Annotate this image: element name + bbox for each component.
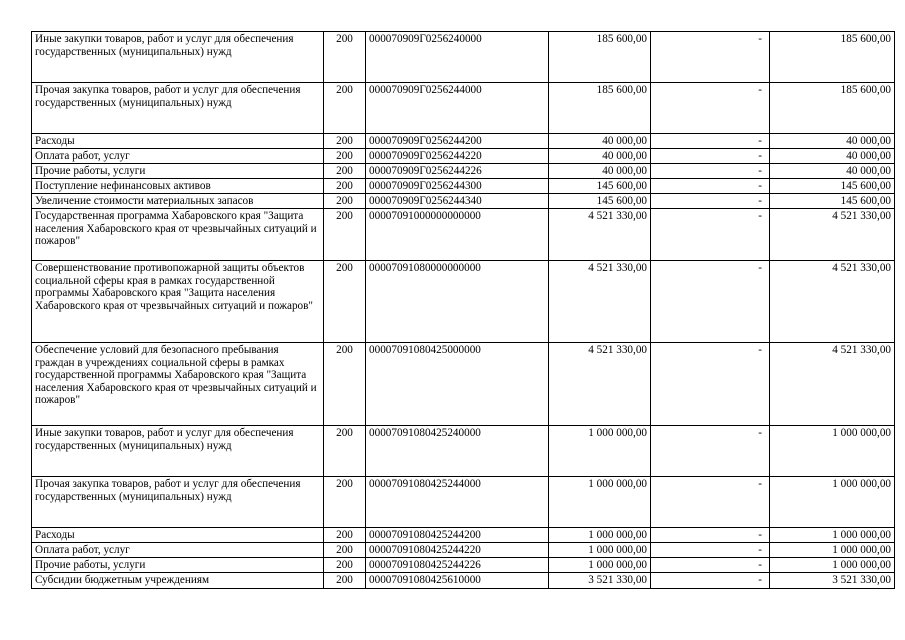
table-row <box>32 543 895 558</box>
row-name: Оплата работ, услуг <box>32 149 324 164</box>
row-executed: - <box>651 194 770 209</box>
row-executed: - <box>651 261 770 343</box>
row-name: Совершенствование противопожарной защиты объектов социальной сферы края в рамках государственной программы Хабаровского края "Защита населения Хабаровского края от чрезвычайных ситуаций и пожаров" <box>32 261 324 343</box>
row-approved: 1 000 000,00 <box>549 543 651 558</box>
row-code: 200 <box>324 134 366 149</box>
table-row <box>32 179 895 194</box>
row-unexecuted: 1 000 000,00 <box>770 426 895 477</box>
row-approved: 1 000 000,00 <box>549 558 651 573</box>
table-row <box>32 149 895 164</box>
row-code: 200 <box>324 32 366 83</box>
row-code: 200 <box>324 343 366 426</box>
row-executed: - <box>651 528 770 543</box>
row-kbk: 000070909Г0256240000 <box>366 32 549 83</box>
row-kbk: 00007091080425244220 <box>366 543 549 558</box>
row-name: Государственная программа Хабаровского края "Защита населения Хабаровского края от чрезвычайных ситуаций и пожаров" <box>32 209 324 261</box>
row-unexecuted: 4 521 330,00 <box>770 343 895 426</box>
row-executed: - <box>651 573 770 589</box>
table-row <box>32 194 895 209</box>
row-kbk: 000070909Г0256244200 <box>366 134 549 149</box>
row-unexecuted: 145 600,00 <box>770 179 895 194</box>
table-row <box>32 343 895 426</box>
row-name: Расходы <box>32 134 324 149</box>
row-unexecuted: 40 000,00 <box>770 134 895 149</box>
table-row <box>32 209 895 261</box>
row-kbk: 000070909Г0256244000 <box>366 83 549 134</box>
row-approved: 145 600,00 <box>549 194 651 209</box>
row-name: Прочие работы, услуги <box>32 558 324 573</box>
row-code: 200 <box>324 149 366 164</box>
table-row <box>32 261 895 343</box>
row-approved: 40 000,00 <box>549 149 651 164</box>
table-row <box>32 32 895 83</box>
row-approved: 4 521 330,00 <box>549 343 651 426</box>
row-kbk: 00007091080425244200 <box>366 528 549 543</box>
row-name: Увеличение стоимости материальных запасов <box>32 194 324 209</box>
row-executed: - <box>651 32 770 83</box>
row-approved: 40 000,00 <box>549 164 651 179</box>
row-name: Оплата работ, услуг <box>32 543 324 558</box>
row-kbk: 00007091080425244000 <box>366 477 549 528</box>
row-code: 200 <box>324 209 366 261</box>
row-kbk: 00007091080425244226 <box>366 558 549 573</box>
row-name: Иные закупки товаров, работ и услуг для обеспечения государственных (муниципальных) нужд <box>32 426 324 477</box>
row-kbk: 00007091080425240000 <box>366 426 549 477</box>
row-unexecuted: 145 600,00 <box>770 194 895 209</box>
row-unexecuted: 185 600,00 <box>770 83 895 134</box>
row-unexecuted: 1 000 000,00 <box>770 528 895 543</box>
row-approved: 1 000 000,00 <box>549 426 651 477</box>
row-kbk: 000070909Г0256244220 <box>366 149 549 164</box>
row-code: 200 <box>324 558 366 573</box>
row-executed: - <box>651 477 770 528</box>
row-name: Иные закупки товаров, работ и услуг для обеспечения государственных (муниципальных) нужд <box>32 32 324 83</box>
table-row <box>32 83 895 134</box>
row-kbk: 000070909Г0256244300 <box>366 179 549 194</box>
budget-execution-table <box>31 31 895 589</box>
row-approved: 1 000 000,00 <box>549 477 651 528</box>
row-code: 200 <box>324 528 366 543</box>
row-kbk: 000070909Г0256244226 <box>366 164 549 179</box>
row-kbk: 00007091000000000000 <box>366 209 549 261</box>
table-row <box>32 426 895 477</box>
row-executed: - <box>651 209 770 261</box>
row-name: Прочие работы, услуги <box>32 164 324 179</box>
row-unexecuted: 1 000 000,00 <box>770 558 895 573</box>
row-name: Субсидии бюджетным учреждениям <box>32 573 324 589</box>
row-unexecuted: 4 521 330,00 <box>770 261 895 343</box>
row-code: 200 <box>324 426 366 477</box>
row-unexecuted: 40 000,00 <box>770 164 895 179</box>
table-row <box>32 528 895 543</box>
row-executed: - <box>651 164 770 179</box>
row-unexecuted: 3 521 330,00 <box>770 573 895 589</box>
row-unexecuted: 1 000 000,00 <box>770 543 895 558</box>
row-name: Прочая закупка товаров, работ и услуг для обеспечения государственных (муниципальных) нужд <box>32 477 324 528</box>
table-row <box>32 134 895 149</box>
row-code: 200 <box>324 164 366 179</box>
row-name: Поступление нефинансовых активов <box>32 179 324 194</box>
row-executed: - <box>651 558 770 573</box>
row-executed: - <box>651 83 770 134</box>
row-approved: 145 600,00 <box>549 179 651 194</box>
row-code: 200 <box>324 83 366 134</box>
row-code: 200 <box>324 194 366 209</box>
row-approved: 185 600,00 <box>549 83 651 134</box>
row-code: 200 <box>324 573 366 589</box>
row-approved: 40 000,00 <box>549 134 651 149</box>
row-approved: 185 600,00 <box>549 32 651 83</box>
row-unexecuted: 1 000 000,00 <box>770 477 895 528</box>
row-approved: 4 521 330,00 <box>549 209 651 261</box>
table-row <box>32 477 895 528</box>
row-executed: - <box>651 134 770 149</box>
row-unexecuted: 4 521 330,00 <box>770 209 895 261</box>
table-row <box>32 558 895 573</box>
row-code: 200 <box>324 261 366 343</box>
row-kbk: 00007091080425610000 <box>366 573 549 589</box>
row-name: Обеспечение условий для безопасного пребывания граждан в учреждениях социальной сферы в рамках государственной программы Хабаровского края "Защита населения Хабаровского края от чрезвычайных ситуаций и пожаров" <box>32 343 324 426</box>
row-executed: - <box>651 543 770 558</box>
row-approved: 3 521 330,00 <box>549 573 651 589</box>
row-approved: 1 000 000,00 <box>549 528 651 543</box>
row-executed: - <box>651 343 770 426</box>
row-code: 200 <box>324 477 366 528</box>
row-unexecuted: 185 600,00 <box>770 32 895 83</box>
row-executed: - <box>651 149 770 164</box>
row-name: Расходы <box>32 528 324 543</box>
row-code: 200 <box>324 543 366 558</box>
table-row <box>32 164 895 179</box>
row-kbk: 000070909Г0256244340 <box>366 194 549 209</box>
row-kbk: 00007091080000000000 <box>366 261 549 343</box>
row-executed: - <box>651 426 770 477</box>
row-kbk: 00007091080425000000 <box>366 343 549 426</box>
row-unexecuted: 40 000,00 <box>770 149 895 164</box>
row-code: 200 <box>324 179 366 194</box>
row-approved: 4 521 330,00 <box>549 261 651 343</box>
row-executed: - <box>651 179 770 194</box>
table-row <box>32 573 895 589</box>
row-name: Прочая закупка товаров, работ и услуг для обеспечения государственных (муниципальных) нужд <box>32 83 324 134</box>
